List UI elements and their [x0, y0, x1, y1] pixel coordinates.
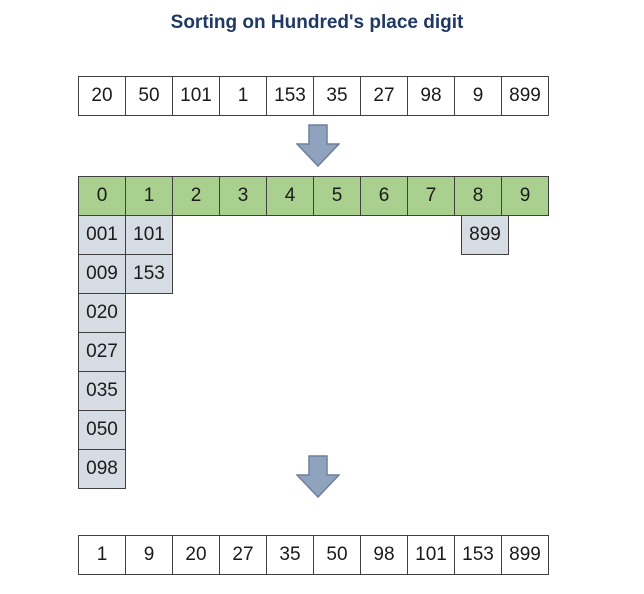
- bucket-header: 4: [266, 176, 314, 216]
- bucket-header: 3: [219, 176, 267, 216]
- input-cell: 20: [78, 76, 126, 116]
- bucket-item: 899: [461, 215, 509, 255]
- input-cell: 101: [172, 76, 220, 116]
- bucket-header: 2: [172, 176, 220, 216]
- bucket-header-row: [79, 177, 549, 216]
- bucket-1: [126, 216, 173, 294]
- input-cell: 50: [125, 76, 173, 116]
- bucket-item: 035: [78, 371, 126, 411]
- down-arrow-icon: [296, 124, 340, 168]
- bucket-header: 7: [407, 176, 455, 216]
- bucket-item: 101: [125, 215, 173, 255]
- output-cell: 35: [266, 535, 314, 575]
- bucket-item: 098: [78, 449, 126, 489]
- output-cell: 899: [501, 535, 549, 575]
- bucket-item: 027: [78, 332, 126, 372]
- bucket-header: 5: [313, 176, 361, 216]
- page-title: Sorting on Hundred's place digit: [170, 12, 464, 33]
- input-array: [79, 77, 549, 116]
- output-cell: 9: [125, 535, 173, 575]
- bucket-item: 020: [78, 293, 126, 333]
- input-cell: 35: [313, 76, 361, 116]
- output-cell: 98: [360, 535, 408, 575]
- input-cell: 1: [219, 76, 267, 116]
- output-cell: 101: [407, 535, 455, 575]
- bucket-item: 001: [78, 215, 126, 255]
- bucket-item: 009: [78, 254, 126, 294]
- down-arrow-icon: [296, 455, 340, 499]
- output-cell: 50: [313, 535, 361, 575]
- output-cell: 20: [172, 535, 220, 575]
- bucket-header: 9: [501, 176, 549, 216]
- output-cell: 1: [78, 535, 126, 575]
- input-cell: 9: [454, 76, 502, 116]
- output-cell: 27: [219, 535, 267, 575]
- bucket-8: [462, 216, 509, 255]
- bucket-item: 153: [125, 254, 173, 294]
- bucket-item: 050: [78, 410, 126, 450]
- bucket-header: 1: [125, 176, 173, 216]
- bucket-header: 6: [360, 176, 408, 216]
- input-cell: 27: [360, 76, 408, 116]
- bucket-0: [79, 216, 126, 489]
- bucket-header: 0: [78, 176, 126, 216]
- output-cell: 153: [454, 535, 502, 575]
- output-array: [79, 536, 549, 575]
- input-cell: 899: [501, 76, 549, 116]
- bucket-header: 8: [454, 176, 502, 216]
- input-cell: 98: [407, 76, 455, 116]
- input-cell: 153: [266, 76, 314, 116]
